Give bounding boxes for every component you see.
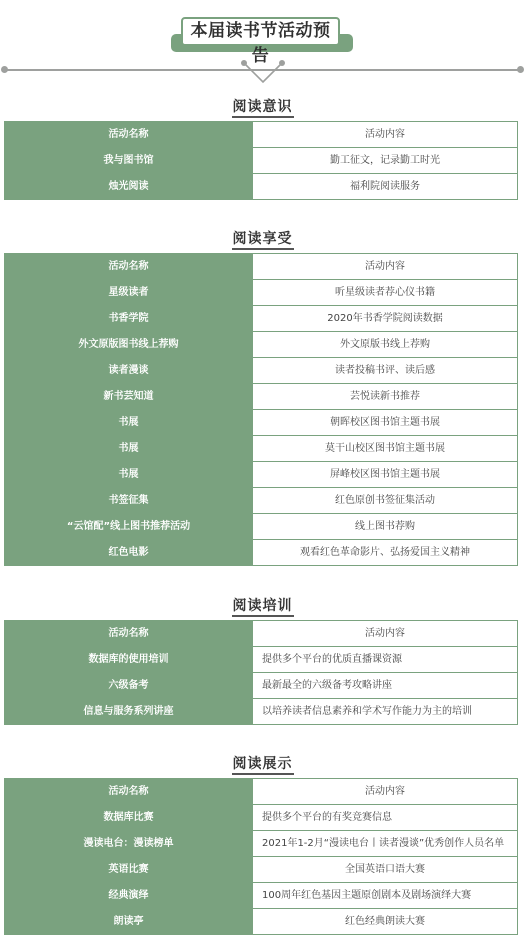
activity-content: 福利院阅读服务 <box>253 174 518 200</box>
table-row <box>5 883 518 909</box>
table-row <box>5 488 518 514</box>
table-header-row <box>5 779 518 805</box>
activity-table-showcase <box>4 778 518 935</box>
activity-name: 书展 <box>5 436 253 462</box>
column-header-activity-name: 活动名称 <box>5 122 253 148</box>
activity-content: 线上图书荐购 <box>253 514 518 540</box>
table-row <box>5 384 518 410</box>
section-title-training: 阅读培训 <box>0 595 525 615</box>
table-row <box>5 647 518 673</box>
activity-name: 朗读亭 <box>5 909 253 935</box>
table-row <box>5 332 518 358</box>
activity-content: 听星级读者荐心仪书籍 <box>253 280 518 306</box>
column-header-activity-content: 活动内容 <box>253 779 518 805</box>
table-row <box>5 805 518 831</box>
table-row <box>5 148 518 174</box>
table-row <box>5 280 518 306</box>
activity-name: 外文原版图书线上荐购 <box>5 332 253 358</box>
activity-name: 书展 <box>5 462 253 488</box>
activity-name: 书香学院 <box>5 306 253 332</box>
activity-name: 读者漫谈 <box>5 358 253 384</box>
activity-content: 朝晖校区图书馆主题书展 <box>253 410 518 436</box>
activity-name: 英语比赛 <box>5 857 253 883</box>
activity-content: 读者投稿书评、读后感 <box>253 358 518 384</box>
table-row <box>5 540 518 566</box>
activity-name: 经典演绎 <box>5 883 253 909</box>
table-row <box>5 358 518 384</box>
column-header-activity-content: 活动内容 <box>253 254 518 280</box>
activity-content: 莫干山校区图书馆主题书展 <box>253 436 518 462</box>
section-title-enjoyment: 阅读享受 <box>0 228 525 248</box>
column-header-activity-name: 活动名称 <box>5 621 253 647</box>
activity-content: 观看红色革命影片、弘扬爱国主义精神 <box>253 540 518 566</box>
activity-content: 屏峰校区图书馆主题书展 <box>253 462 518 488</box>
activity-content: 红色原创书签征集活动 <box>253 488 518 514</box>
activity-name: “云馆配”线上图书推荐活动 <box>5 514 253 540</box>
activity-name: 信息与服务系列讲座 <box>5 699 253 725</box>
activity-table-awareness <box>4 121 518 200</box>
table-row <box>5 514 518 540</box>
activity-content: 2020年书香学院阅读数据 <box>253 306 518 332</box>
activity-name: 红色电影 <box>5 540 253 566</box>
table-row <box>5 410 518 436</box>
activity-name: 星级读者 <box>5 280 253 306</box>
activity-content: 全国英语口语大赛 <box>253 857 518 883</box>
activity-name: 我与图书馆 <box>5 148 253 174</box>
table-row <box>5 174 518 200</box>
table-row <box>5 436 518 462</box>
table-row <box>5 831 518 857</box>
table-header-row <box>5 621 518 647</box>
activity-content: 提供多个平台的有奖竞赛信息 <box>253 805 518 831</box>
activity-content: 红色经典朗读大赛 <box>253 909 518 935</box>
chevron-down-icon <box>240 58 286 84</box>
table-row <box>5 909 518 935</box>
column-header-activity-content: 活动内容 <box>253 122 518 148</box>
activity-name: 新书芸知道 <box>5 384 253 410</box>
activity-content: 外文原版书线上荐购 <box>253 332 518 358</box>
activity-name: 烛光阅读 <box>5 174 253 200</box>
column-header-activity-name: 活动名称 <box>5 779 253 805</box>
divider-dot-left <box>1 66 8 73</box>
table-header-row <box>5 122 518 148</box>
column-header-activity-name: 活动名称 <box>5 254 253 280</box>
activity-name: 书展 <box>5 410 253 436</box>
activity-content: 勤工征文，记录勤工时光 <box>253 148 518 174</box>
section-title-showcase: 阅读展示 <box>0 753 525 773</box>
table-header-row <box>5 254 518 280</box>
activity-content: 芸悦读新书推荐 <box>253 384 518 410</box>
activity-content: 提供多个平台的优质直播课资源 <box>253 647 518 673</box>
table-row <box>5 699 518 725</box>
table-row <box>5 857 518 883</box>
activity-name: 数据库比赛 <box>5 805 253 831</box>
activity-content: 以培养读者信息素养和学术写作能力为主的培训 <box>253 699 518 725</box>
section-title-awareness: 阅读意识 <box>0 96 525 116</box>
column-header-activity-content: 活动内容 <box>253 621 518 647</box>
activity-name: 数据库的使用培训 <box>5 647 253 673</box>
activity-table-enjoyment <box>4 253 518 566</box>
activity-name: 书签征集 <box>5 488 253 514</box>
table-row <box>5 462 518 488</box>
activity-table-training <box>4 620 518 725</box>
activity-content: 100周年红色基因主题原创剧本及剧场演绎大赛 <box>253 883 518 909</box>
page-title: 本届读书节活动预告 <box>181 17 340 46</box>
activity-name: 六级备考 <box>5 673 253 699</box>
divider-dot-right <box>517 66 524 73</box>
activity-content: 2021年1-2月“漫读电台丨读者漫谈”优秀创作人员名单 <box>253 831 518 857</box>
header-banner <box>0 0 525 90</box>
table-row <box>5 673 518 699</box>
table-row <box>5 306 518 332</box>
activity-content: 最新最全的六级备考攻略讲座 <box>253 673 518 699</box>
activity-name: 漫读电台：漫读榜单 <box>5 831 253 857</box>
